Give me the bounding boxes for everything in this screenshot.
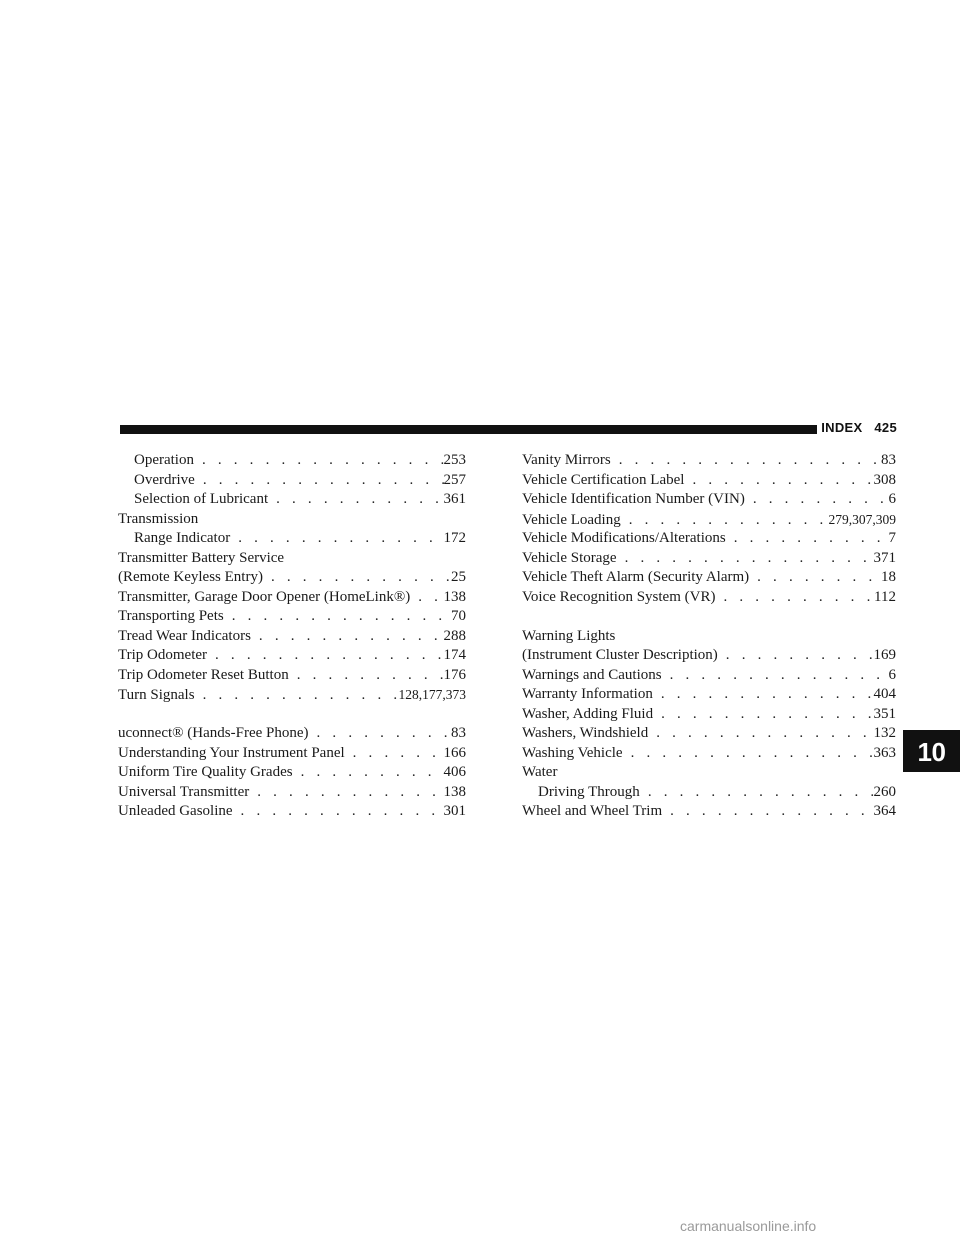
entry-page-number[interactable]: 7: [888, 530, 896, 546]
dot-leader: [611, 451, 881, 471]
dot-leader: [249, 783, 443, 803]
header-rule: [120, 425, 817, 434]
index-entry[interactable]: [522, 451, 896, 471]
index-entry[interactable]: [118, 646, 466, 666]
index-heading: Warning Lights: [522, 627, 616, 644]
entry-label: Trip Odometer: [118, 647, 208, 663]
chapter-tab[interactable]: 10: [903, 730, 960, 772]
running-header: [821, 420, 897, 435]
dot-leader: [263, 568, 451, 588]
index-entry[interactable]: [118, 627, 466, 647]
entry-label: Washer, Adding Fluid: [522, 705, 654, 722]
dot-leader: [230, 529, 443, 549]
entry-page-number[interactable]: 25: [451, 569, 466, 585]
index-entry[interactable]: [118, 568, 466, 588]
index-entry[interactable]: [118, 783, 466, 803]
entry-label: Unleaded Gasoline: [118, 803, 233, 819]
index-entry[interactable]: [522, 783, 896, 803]
index-entry[interactable]: [118, 802, 466, 822]
dot-leader: [345, 744, 444, 764]
page-number: 425: [874, 420, 897, 435]
entry-page-number[interactable]: 279,307,309: [828, 511, 896, 527]
entry-label: Operation: [134, 452, 194, 468]
entry-label: Vehicle Modifications/Alterations: [522, 530, 726, 546]
index-entry[interactable]: [522, 588, 896, 608]
dot-leader: [648, 724, 873, 744]
index-entry[interactable]: [522, 529, 896, 549]
index-entry[interactable]: [118, 724, 466, 744]
entry-label: Wheel and Wheel Trim: [522, 803, 663, 819]
entry-page-number[interactable]: 6: [888, 491, 896, 507]
dot-leader: [749, 568, 881, 588]
dot-leader: [715, 588, 874, 608]
index-column-left: [118, 451, 466, 822]
index-entry[interactable]: [118, 763, 466, 783]
dot-leader: [195, 686, 399, 706]
entry-label: Warnings and Cautions: [522, 666, 662, 683]
dot-leader: [194, 451, 444, 471]
entry-page-number[interactable]: 83: [451, 725, 466, 741]
dot-leader: [662, 666, 889, 686]
entry-page-number[interactable]: 351: [873, 705, 896, 722]
index-entry[interactable]: [118, 451, 466, 471]
dot-leader: [653, 685, 874, 705]
entry-page-number[interactable]: 138: [443, 588, 466, 605]
index-entry[interactable]: [522, 802, 896, 822]
entry-label: Tread Wear Indicators: [118, 627, 251, 644]
entry-page-number[interactable]: 169: [873, 647, 896, 663]
dot-leader: [684, 471, 873, 491]
entry-page-number[interactable]: 18: [881, 569, 896, 585]
entry-page-number[interactable]: 363: [873, 744, 896, 761]
dot-leader: [207, 646, 443, 666]
index-entry[interactable]: [522, 568, 896, 588]
entry-page-number[interactable]: 6: [888, 666, 896, 683]
entry-label: Understanding Your Instrument Panel: [118, 744, 345, 761]
dot-leader: [289, 666, 444, 686]
dot-leader: [309, 724, 451, 744]
index-entry[interactable]: [118, 471, 466, 491]
entry-label: Turn Signals: [118, 687, 195, 703]
entry-label: Vehicle Identification Number (VIN): [522, 491, 745, 507]
entry-page-number[interactable]: 361: [443, 491, 466, 507]
index-entry[interactable]: [118, 490, 466, 510]
dot-leader: [662, 802, 873, 822]
index-entry[interactable]: [522, 705, 896, 725]
entry-page-number[interactable]: 257: [443, 471, 466, 488]
entry-page-number[interactable]: 70: [451, 608, 466, 624]
entry-label: Transporting Pets: [118, 608, 224, 624]
entry-page-number[interactable]: 308: [873, 471, 896, 488]
dot-leader: [251, 627, 444, 647]
entry-label: Vehicle Storage: [522, 549, 617, 566]
watermark-text: carmanualsonline.info: [680, 1218, 817, 1234]
entry-page-number[interactable]: 132: [873, 725, 896, 741]
entry-label: Selection of Lubricant: [134, 491, 269, 507]
dot-leader: [224, 607, 451, 627]
entry-page-number[interactable]: 288: [443, 627, 466, 644]
index-heading: Water: [522, 764, 558, 780]
entry-page-number[interactable]: 128,177,373: [398, 687, 466, 702]
dot-leader: [726, 529, 889, 549]
index-entry[interactable]: [118, 607, 466, 627]
index-entry[interactable]: [522, 666, 896, 686]
dot-leader: [745, 490, 889, 510]
index-heading: Transmitter Battery Service: [118, 549, 285, 566]
dot-leader: [410, 588, 443, 608]
entry-page-number[interactable]: 253: [443, 452, 466, 468]
dot-leader: [195, 471, 444, 491]
index-entry[interactable]: [522, 646, 896, 666]
entry-page-number[interactable]: 112: [874, 588, 896, 605]
index-entry[interactable]: [522, 490, 896, 510]
entry-label: Universal Transmitter: [118, 783, 250, 800]
entry-label: Washing Vehicle: [522, 744, 623, 761]
entry-label: Uniform Tire Quality Grades: [118, 764, 293, 780]
entry-label: Overdrive: [134, 471, 195, 488]
dot-leader: [640, 783, 874, 803]
entry-label: Trip Odometer Reset Button: [118, 666, 289, 683]
entry-label: (Remote Keyless Entry): [118, 569, 263, 585]
index-entry[interactable]: [118, 744, 466, 764]
spacer: [522, 607, 896, 627]
dot-leader: [653, 705, 873, 725]
dot-leader: [268, 490, 443, 510]
entry-page-number[interactable]: 301: [443, 803, 466, 819]
entry-label: Vanity Mirrors: [522, 452, 611, 468]
dot-leader: [293, 763, 444, 783]
entry-page-number[interactable]: 406: [443, 764, 466, 780]
spacer: [118, 705, 466, 725]
entry-label: Washers, Windshield: [522, 725, 649, 741]
dot-leader: [718, 646, 874, 666]
entry-label: Range Indicator: [134, 530, 231, 546]
index-entry[interactable]: [118, 588, 466, 608]
dot-leader: [623, 744, 874, 764]
index-column-right: [522, 451, 896, 822]
entry-label: Vehicle Theft Alarm (Security Alarm): [522, 569, 750, 585]
dot-leader: [233, 802, 444, 822]
index-entry[interactable]: [118, 666, 466, 686]
entry-label: Driving Through: [538, 783, 640, 800]
section-title: INDEX: [821, 420, 863, 435]
entry-page-number[interactable]: 364: [873, 803, 896, 819]
entry-page-number[interactable]: 371: [873, 549, 896, 566]
entry-page-number[interactable]: 176: [443, 666, 466, 683]
entry-page-number[interactable]: 138: [443, 783, 466, 800]
index-entry[interactable]: [522, 744, 896, 764]
index-entry[interactable]: [522, 471, 896, 491]
entry-page-number[interactable]: 166: [443, 744, 466, 761]
index-entry[interactable]: [522, 685, 896, 705]
entry-label: Voice Recognition System (VR): [522, 588, 716, 605]
index-entry[interactable]: [522, 510, 896, 530]
dot-leader: [617, 549, 874, 569]
entry-page-number[interactable]: 83: [881, 452, 896, 468]
index-entry[interactable]: [522, 549, 896, 569]
entry-label: Warranty Information: [522, 686, 653, 702]
index-entry[interactable]: [522, 724, 896, 744]
entry-page-number[interactable]: 172: [443, 530, 466, 546]
entry-page-number[interactable]: 260: [873, 783, 896, 800]
entry-label: Vehicle Loading: [522, 511, 621, 528]
entry-label: Transmitter, Garage Door Opener (HomeLink®): [118, 588, 411, 605]
dot-leader: [621, 511, 829, 531]
index-heading: Transmission: [118, 510, 199, 527]
entry-page-number[interactable]: 404: [873, 686, 896, 702]
entry-label: Vehicle Certification Label: [522, 471, 685, 488]
index-entry[interactable]: [118, 529, 466, 549]
entry-page-number[interactable]: 174: [443, 647, 466, 663]
index-entry[interactable]: [118, 685, 466, 705]
entry-label: uconnect® (Hands-Free Phone): [118, 725, 309, 741]
entry-label: (Instrument Cluster Description): [522, 647, 718, 663]
